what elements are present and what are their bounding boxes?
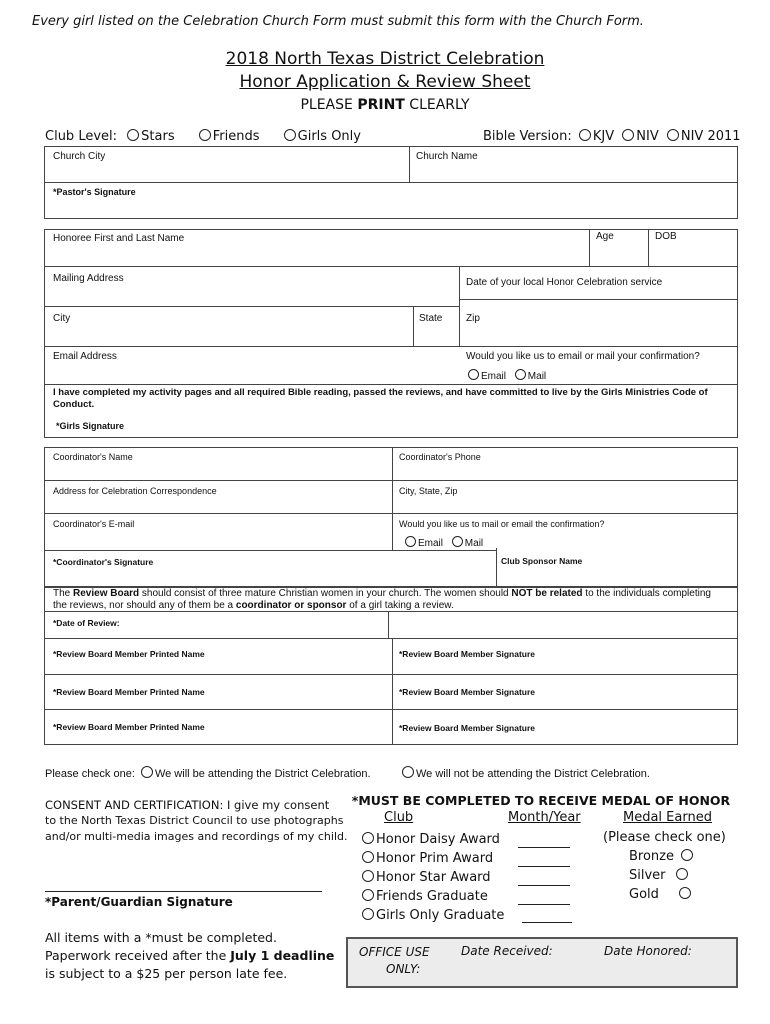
radio-icon[interactable] xyxy=(579,129,591,141)
bible-niv[interactable]: NIV xyxy=(622,129,658,144)
club-level-girls-only[interactable]: Girls Only xyxy=(284,129,361,144)
pastor-signature-field[interactable]: *Pastor's Signature xyxy=(53,187,136,197)
parent-signature-line[interactable] xyxy=(45,891,322,892)
honoree-email-field[interactable]: Email Address xyxy=(53,351,117,362)
club-option-prim[interactable]: Honor Prim Award xyxy=(362,849,504,868)
consent-text: CONSENT AND CERTIFICATION: I give my consent to the North Texas District Council to use photographs and/or multi-media images and recordings of my child. xyxy=(45,798,348,843)
medal-check-one: (Please check one) xyxy=(603,830,726,845)
club-level-label: Club Level: xyxy=(45,129,118,144)
honoree-name-field[interactable]: Honoree First and Last Name xyxy=(53,233,185,244)
title-line-3: PLEASE PRINT CLEARLY xyxy=(300,97,470,113)
club-level-friends[interactable]: Friends xyxy=(199,129,260,144)
office-use-label: OFFICE USE ONLY: xyxy=(359,945,430,976)
girls-signature-field[interactable]: *Girls Signature xyxy=(56,421,125,431)
radio-icon[interactable] xyxy=(402,766,414,778)
club-option-daisy[interactable]: Honor Daisy Award xyxy=(362,830,504,849)
club-level-row xyxy=(45,129,361,144)
title-line-2: Honor Application & Review Sheet xyxy=(239,72,531,92)
honoree-confirm-email[interactable]: Email xyxy=(468,371,506,382)
honoree-dob-field[interactable]: DOB xyxy=(655,231,677,242)
radio-icon[interactable] xyxy=(362,889,374,901)
honoree-confirm-options xyxy=(468,369,546,382)
radio-icon[interactable] xyxy=(362,870,374,882)
correspondence-address-field[interactable]: Address for Celebration Correspondence xyxy=(53,486,217,496)
attendance-yes[interactable]: We will be attending the District Celebration. xyxy=(141,768,371,780)
title-line-1: 2018 North Texas District Celebration xyxy=(225,49,545,69)
radio-icon[interactable] xyxy=(681,849,693,861)
medal-col-medal: Medal Earned xyxy=(623,810,712,825)
attendance-row xyxy=(45,766,371,780)
radio-icon[interactable] xyxy=(679,887,691,899)
radio-icon[interactable] xyxy=(362,908,374,920)
medal-col-club: Club xyxy=(384,810,414,825)
month-year-blank[interactable] xyxy=(522,922,572,923)
parent-signature-label: *Parent/Guardian Signature xyxy=(45,895,233,909)
club-level-stars[interactable]: Stars xyxy=(127,129,174,144)
review-board-instructions: The Review Board should consist of three mature Christian women in your church. The women should NOT be related to the individuals completing the reviews, nor should any of them be a coordinator or sponsor of a girl taking a review. xyxy=(53,588,711,611)
radio-icon[interactable] xyxy=(622,129,634,141)
form-notice: Every girl listed on the Celebration Church Form must submit this form with the Church Form. xyxy=(32,14,644,29)
city-state-zip-field[interactable]: City, State, Zip xyxy=(399,486,458,496)
month-year-blank[interactable] xyxy=(518,866,570,867)
coordinator-confirm-email[interactable]: Email xyxy=(405,538,443,549)
review-date-field[interactable]: *Date of Review: xyxy=(53,618,120,628)
mailing-address-field[interactable]: Mailing Address xyxy=(53,273,124,284)
honoree-city-field[interactable]: City xyxy=(53,313,71,324)
member-2-signature[interactable]: *Review Board Member Signature xyxy=(399,687,536,697)
radio-icon[interactable] xyxy=(362,851,374,863)
coordinator-confirm-mail[interactable]: Mail xyxy=(452,538,483,549)
church-name-field[interactable]: Church Name xyxy=(416,151,478,162)
bible-version-row xyxy=(483,129,741,144)
club-option-star[interactable]: Honor Star Award xyxy=(362,868,504,887)
member-1-printed-name[interactable]: *Review Board Member Printed Name xyxy=(53,649,205,659)
coordinator-confirm-options xyxy=(405,536,483,549)
member-3-printed-name[interactable]: *Review Board Member Printed Name xyxy=(53,722,205,732)
coordinator-name-field[interactable]: Coordinator's Name xyxy=(53,452,133,462)
radio-icon[interactable] xyxy=(468,369,479,380)
coordinator-phone-field[interactable]: Coordinator's Phone xyxy=(399,452,481,462)
honoree-confirm-question: Would you like us to email or mail your confirmation? xyxy=(466,351,700,362)
month-year-blank[interactable] xyxy=(518,904,570,905)
medal-option-gold[interactable]: Gold xyxy=(629,887,693,902)
date-received-label: Date Received: xyxy=(461,944,553,958)
radio-icon[interactable] xyxy=(452,536,463,547)
radio-icon[interactable] xyxy=(676,868,688,880)
attendance-no[interactable]: We will not be attending the District Celebration. xyxy=(402,766,650,780)
coordinator-confirm-question: Would you like us to mail or email the confirmation? xyxy=(399,519,605,529)
member-2-printed-name[interactable]: *Review Board Member Printed Name xyxy=(53,687,205,697)
radio-icon[interactable] xyxy=(127,129,139,141)
radio-icon[interactable] xyxy=(515,369,526,380)
club-option-girls-only[interactable]: Girls Only Graduate xyxy=(362,906,504,925)
honoree-statement: I have completed my activity pages and all required Bible reading, passed the reviews, and have committed to live by the Girls Ministries Code of Conduct. xyxy=(53,387,708,410)
honoree-state-field[interactable]: State xyxy=(419,313,443,324)
bible-kjv[interactable]: KJV xyxy=(579,129,614,144)
medal-option-silver[interactable]: Silver xyxy=(629,868,690,883)
radio-icon[interactable] xyxy=(199,129,211,141)
bible-version-label: Bible Version: xyxy=(483,129,572,144)
medal-option-bronze[interactable]: Bronze xyxy=(629,849,695,864)
footer-note: All items with a *must be completed. Paperwork received after the July 1 deadline is subject to a $25 per person late fee. xyxy=(45,930,335,981)
club-sponsor-field[interactable]: Club Sponsor Name xyxy=(501,556,583,566)
coordinator-email-field[interactable]: Coordinator's E-mail xyxy=(53,519,135,529)
date-honored-label: Date Honored: xyxy=(604,944,692,958)
attendance-label: Please check one: xyxy=(45,768,135,780)
celebration-date-field[interactable]: Date of your local Honor Celebration service xyxy=(466,277,663,288)
medal-title: *MUST BE COMPLETED TO RECEIVE MEDAL OF HONOR xyxy=(351,793,731,808)
member-3-signature[interactable]: *Review Board Member Signature xyxy=(399,723,536,733)
medal-club-list xyxy=(362,830,504,925)
member-1-signature[interactable]: *Review Board Member Signature xyxy=(399,649,536,659)
church-city-field[interactable]: Church City xyxy=(53,151,106,162)
honoree-zip-field[interactable]: Zip xyxy=(466,313,480,324)
radio-icon[interactable] xyxy=(405,536,416,547)
month-year-blank[interactable] xyxy=(518,847,570,848)
radio-icon[interactable] xyxy=(362,832,374,844)
medal-col-month: Month/Year xyxy=(508,810,581,825)
month-year-blank[interactable] xyxy=(518,885,570,886)
honoree-confirm-mail[interactable]: Mail xyxy=(515,371,546,382)
form-title xyxy=(0,48,770,117)
radio-icon[interactable] xyxy=(141,766,153,778)
honoree-age-field[interactable]: Age xyxy=(596,231,614,242)
bible-niv-2011[interactable]: NIV 2011 xyxy=(667,129,741,144)
radio-icon[interactable] xyxy=(667,129,679,141)
radio-icon[interactable] xyxy=(284,129,296,141)
club-option-friends[interactable]: Friends Graduate xyxy=(362,887,504,906)
coordinator-signature-field[interactable]: *Coordinator's Signature xyxy=(53,557,154,567)
